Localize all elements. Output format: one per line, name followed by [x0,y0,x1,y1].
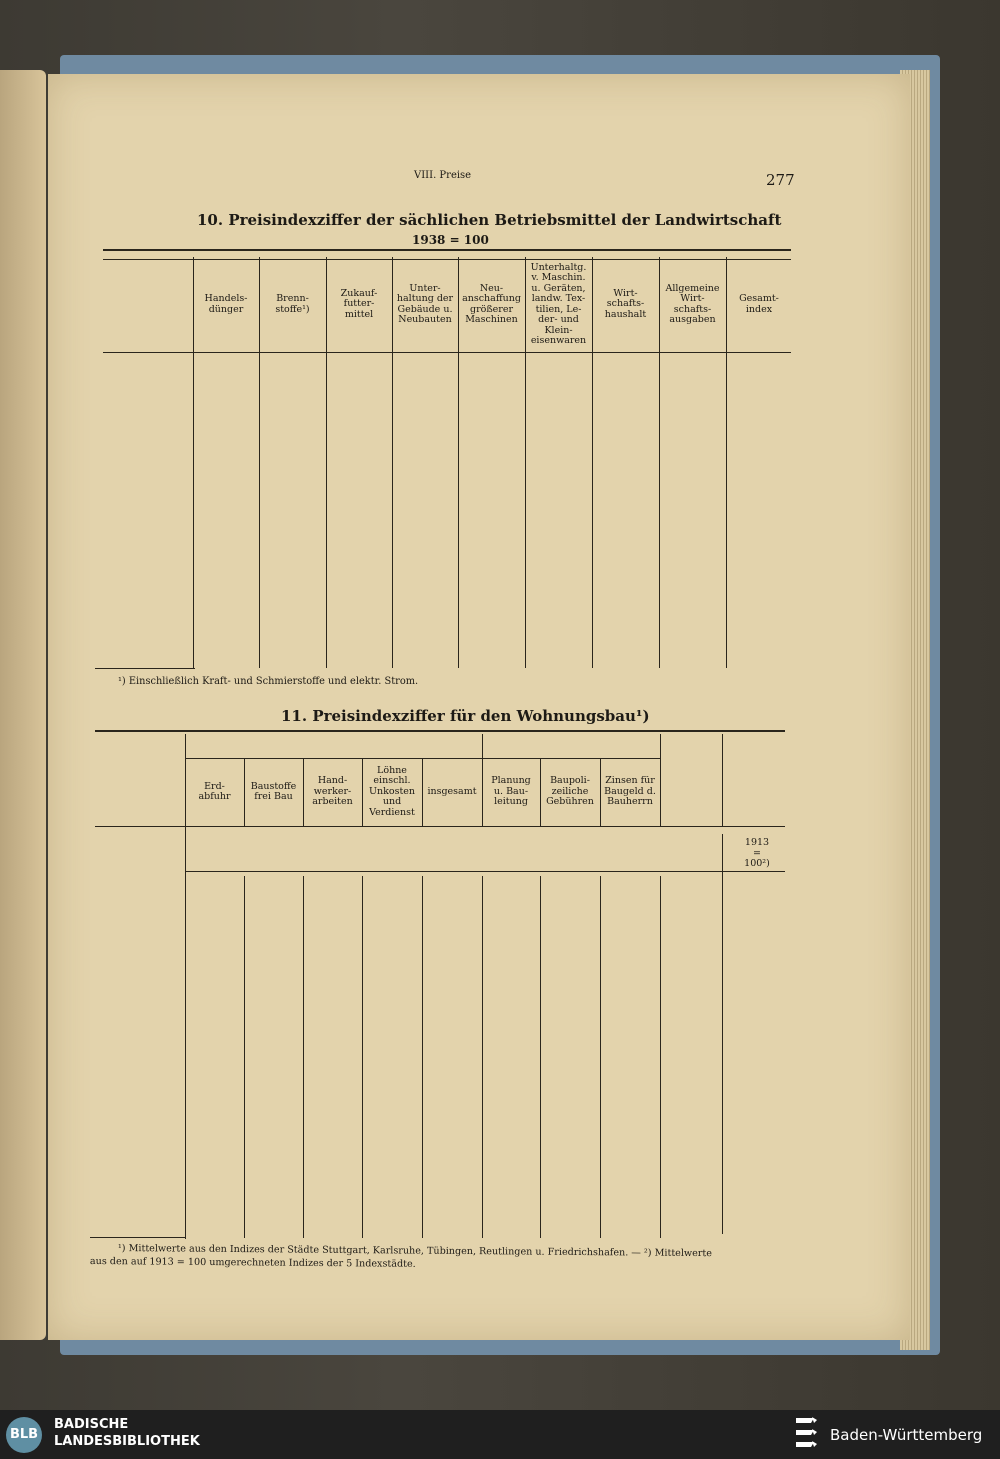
table10-column-header: Wirt- schafts- haushalt [604,287,647,320]
state-name[interactable]: Baden-Württemberg [830,1426,983,1444]
table10-column-header: Allgemeine Wirt- schafts- ausgaben [665,282,720,325]
table10-bottom-rule [95,668,195,669]
table11-footnote-line2: aus den auf 1913 = 100 umgerechneten Indizes der 5 Indexstädte. [89,1256,416,1270]
table10-column-header: Neu- anschaffung größerer Maschinen [462,282,521,325]
table10-column-header: Zukauf- futter- mittel [340,287,378,320]
table10-header-bottom-rule [103,352,791,353]
table11-column-header: Löhne einschl. Unkosten und Verdienst [368,764,416,818]
table10-top-rule [103,249,791,251]
table10-column-header: Unterhaltg. v. Maschin. u. Geräten, landw. Tex- tilien, Le- der- und Klein- eisenwaren [530,261,587,346]
table11-header-bottom-rule [95,826,785,827]
table11-body-divider [482,876,483,1238]
table11-column-header: Baupoli- zeiliche Gebühren [546,775,594,808]
baden-wuerttemberg-lions-icon [792,1414,820,1454]
table11-top-rule [95,730,785,732]
table11-body-divider [540,876,541,1238]
running-header: VIII. Preise [414,170,472,181]
table11-divider-stub [185,734,186,1239]
table11-column-header: Zinsen für Baugeld d. Bauherrn [604,775,656,808]
library-name-line2: LANDESBIBLIOTHEK [54,1434,200,1449]
table11-base-rule [185,871,785,872]
table10-column-divider [193,257,194,668]
table10-column-header: Gesamt- index [739,293,779,315]
table10-header-rule [103,259,791,260]
table11-column-header: Erd- abfuhr [198,780,231,802]
table11-base-divider [722,834,723,1234]
table11-column-divider [722,734,723,826]
blb-logo[interactable]: BLB [6,1417,42,1453]
page-number: 277 [766,171,795,189]
table11-body-divider [660,876,661,1238]
table10-column-header: Unter- haltung der Gebäude u. Neubauten [396,282,454,325]
table11-column-header: insgesamt [427,785,477,797]
table11-column-header: Baustoffe frei Bau [250,780,297,802]
table10-column-divider [726,257,727,668]
table11-column-divider [660,734,661,826]
table11-base-1913: 1913 = 100²) [744,837,770,869]
table10-footnote: ¹) Einschließlich Kraft- und Schmierstoffe und elektr. Strom. [118,676,419,687]
table11-column-header: Hand- werker- arbeiten [312,775,353,808]
table11-body-divider [244,876,245,1238]
table10-column-header: Brenn- stoffe¹) [275,293,310,315]
table11-body-divider [600,876,601,1238]
table10-base: 1938 = 100 [412,233,489,247]
library-name-line1: BADISCHE [54,1417,129,1432]
table11-column-header: Planung u. Bau- leitung [491,775,531,808]
table11-body-divider [422,876,423,1238]
table11-bottom-rule [90,1237,185,1238]
left-page-edge [0,70,46,1340]
table11-footnote-line1: ¹) Mittelwerte aus den Indizes der Städte Stuttgart, Karlsruhe, Tübingen, Reutlingen u. Friedrichshafen. — ²) Mittelwerte [117,1243,713,1260]
table11-body-divider [303,876,304,1238]
table11-title: 11. Preisindexziffer für den Wohnungsbau¹) [281,707,650,725]
table10-title: 10. Preisindexziffer der sächlichen Betriebsmittel der Landwirtschaft [197,211,782,229]
table10-column-header: Handels- dünger [204,293,248,315]
table11-body-divider [362,876,363,1238]
table10-column-divider [259,257,260,668]
